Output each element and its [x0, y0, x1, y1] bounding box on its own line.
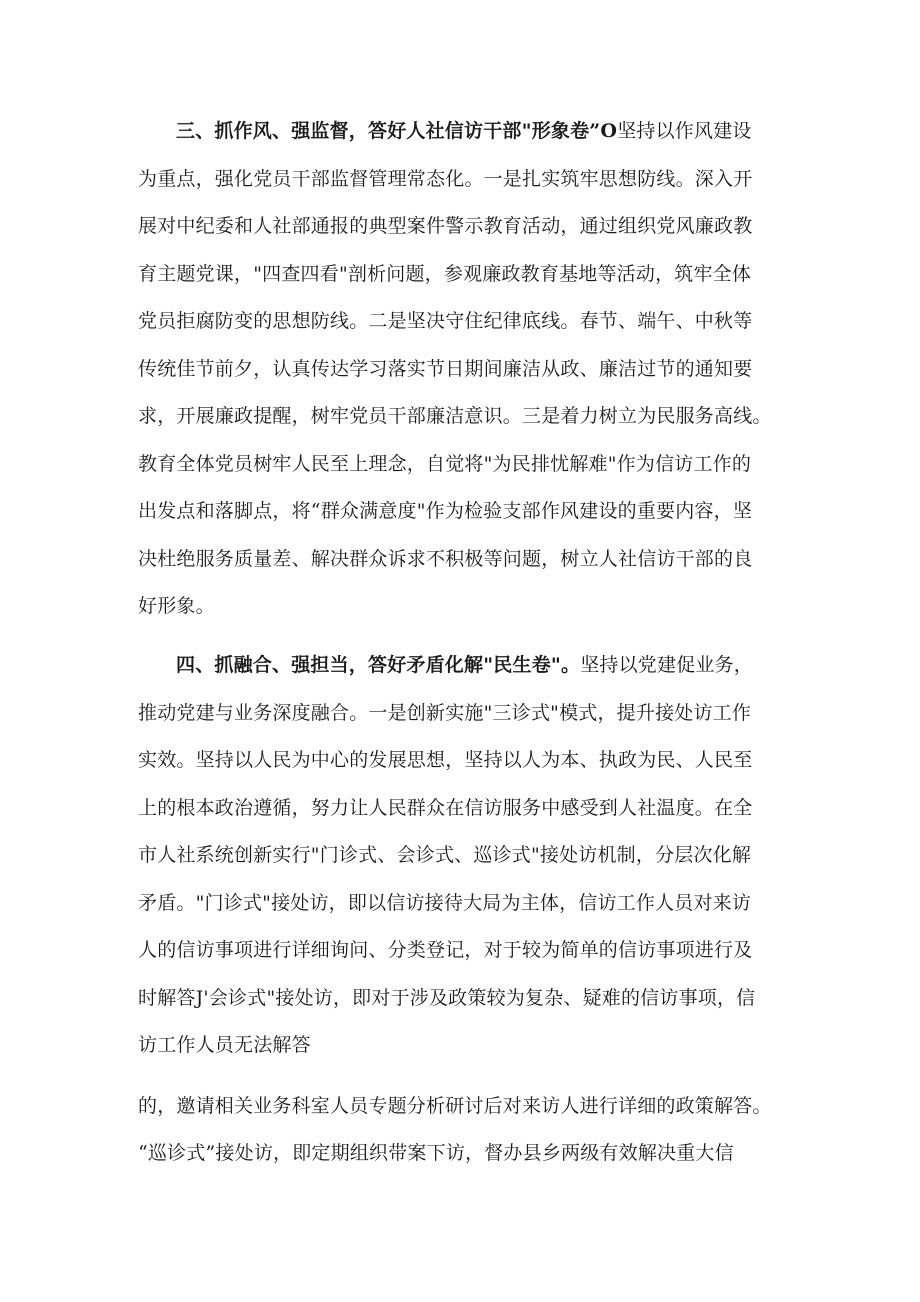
section-3-heading: 三、抓作风、强监督，答好人社信访干部"形象卷”O	[176, 120, 618, 142]
text-line: 出发点和落脚点，将“群众满意度"作为检验支部作风建设的重要内容，坚	[138, 500, 753, 522]
text-line: 市人社系统创新实行"门诊式、会诊式、巡诊式"接处访机制，分层次化解	[138, 844, 752, 866]
text-line: “巡诊式”接处访，即定期组织带案下访，督办县乡两级有效解决重大信	[138, 1142, 734, 1164]
section-4-heading: 四、抓融合、强担当，答好矛盾化解"民生卷"。	[176, 654, 581, 676]
text-line: 访工作人员无法解答	[138, 1034, 311, 1056]
text-line: 求，开展廉政提醒，树牢党员干部廉洁意识。三是着力树立为民服务高线。	[138, 405, 772, 427]
text-line: 决杜绝服务质量差、解决群众诉求不积极等问题，树立人社信访干部的良	[138, 548, 753, 570]
text-line: 为重点，强化党员干部监督管理常态化。一是扎实筑牢思想防线。深入开	[138, 168, 753, 190]
text-line: 推动党建与业务深度融合。一是创新实施"三诊式"模式，提升接处访工作	[138, 702, 752, 724]
section-4-first-line	[176, 651, 798, 679]
text-line: 展对中纪委和人社部通报的典型案件警示教育活动，通过组织党风廉政教	[138, 215, 753, 237]
text-line: 育主题党课，"四查四看"剖析问题，参观廉政教育基地等活动，筑牢全体	[138, 263, 752, 285]
text-line: 教育全体党员树牢人民至上理念，自觉将"为民排忧解难"作为信访工作的	[138, 453, 752, 475]
text-line: 好形象。	[138, 595, 215, 617]
text-line: 传统佳节前夕，认真传达学习落实节日期间廉洁从政、廉洁过节的通知要	[138, 358, 753, 380]
text-line: 上的根本政治遵循，努力让人民群众在信访服务中感受到人社温度。在全	[138, 797, 753, 819]
section-4-heading-continuation: 坚持以党建促业务，	[580, 654, 754, 676]
text-line: 矛盾。"门诊式"接处访，即以信访接待大局为主体，信访工作人员对来访	[138, 892, 752, 914]
section-3-heading-continuation: 坚持以作风建设	[617, 120, 752, 142]
text-line: 时解答J'会诊式"接处访，即对于涉及政策较为复杂、疑难的信访事项，信	[138, 987, 756, 1009]
text-line: 实效。坚持以人民为中心的发展思想，坚持以人为本、执政为民、人民至	[138, 749, 753, 771]
text-line: 人的信访事项进行详细询问、分类登记，对于较为简单的信访事项进行及	[138, 939, 753, 961]
section-3-first-line	[176, 117, 798, 145]
text-line: 党员拒腐防变的思想防线。二是坚决守住纪律底线。春节、端午、中秋等	[138, 310, 753, 332]
text-line: 的，邀请相关业务科室人员专题分析研讨后对来访人进行详细的政策解答。	[138, 1095, 772, 1117]
